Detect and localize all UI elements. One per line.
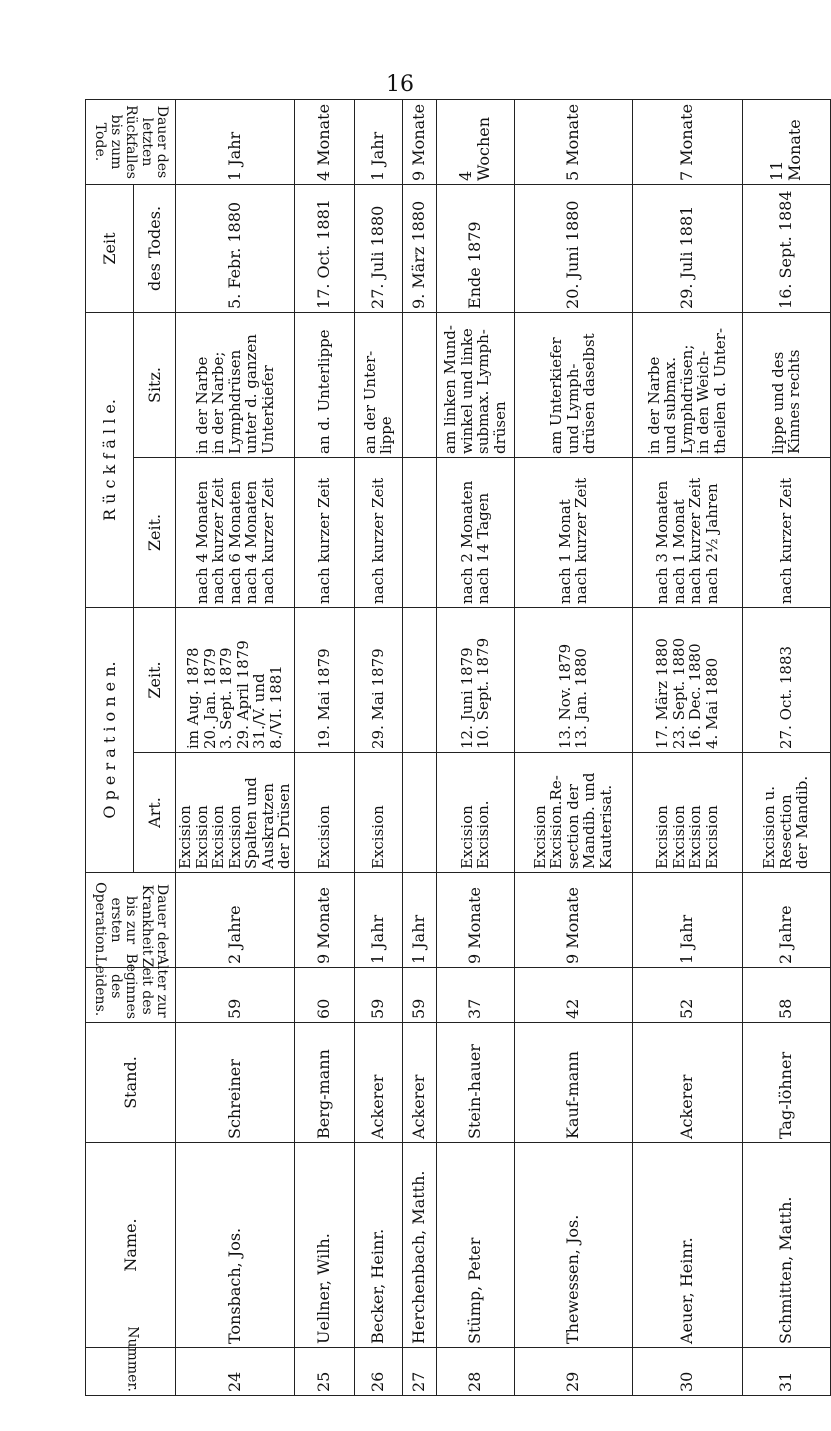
cell-rf-sitz (402, 312, 436, 457)
cell-op-zeit (742, 608, 830, 753)
cell-nr (436, 1348, 514, 1396)
op-zeit-line: 13. Jan. 1880 (572, 648, 590, 749)
cell-name (514, 1143, 632, 1348)
op-art-line: Spalten und (242, 777, 260, 869)
op-art-line: Excision (457, 805, 476, 869)
tod-value: 5. Febr. 1880 (224, 201, 244, 309)
cell-stand (176, 1023, 295, 1143)
cell-name (742, 1143, 830, 1348)
dauer-value: 9 Monate (563, 886, 583, 964)
stand-value: Ackerer (368, 1074, 388, 1139)
rf-sitz-line: in der Narbe (644, 356, 663, 454)
cell-dauer (294, 873, 354, 968)
rf-zeit-line: nach 1 Monat (555, 499, 574, 604)
cell-dauer (354, 873, 402, 968)
dauer-value: 9 Monate (314, 886, 334, 964)
header-todeszeit-2: des Todes. (134, 184, 176, 312)
cell-op-zeit (176, 608, 295, 753)
cell-rf-zeit (514, 458, 632, 608)
rf-zeit-line: nach 3 Monaten (653, 480, 671, 604)
rf-sitz-line: und Lymph- (563, 363, 582, 454)
op-art-line: der Drüsen (275, 783, 293, 869)
op-art-line: Excision (176, 805, 194, 869)
stand-value: Ackerer (409, 1074, 429, 1139)
cell-op-art (436, 753, 514, 873)
nr-value: 26 (368, 1371, 388, 1392)
cell-lebensdauer (402, 99, 436, 184)
nr-value: 31 (776, 1371, 796, 1392)
dauer-value: 2 Jahre (776, 905, 796, 964)
nr-value: 24 (224, 1371, 244, 1392)
cell-alter (354, 968, 402, 1023)
op-zeit-line: 17. März 1880 (653, 638, 671, 749)
alter-value: 59 (409, 998, 429, 1019)
cell-lebensdauer (514, 99, 632, 184)
header-stand: Stand. (86, 1023, 176, 1143)
cell-name (436, 1143, 514, 1348)
cell-rf-zeit (436, 458, 514, 608)
op-art-line: Excision (209, 805, 227, 869)
cell-stand (514, 1023, 632, 1143)
lebensdauer-value: 1 Jahr (368, 131, 388, 181)
lebensdauer-value: 5 Monate (563, 103, 583, 181)
rf-sitz-line: Lymphdrüsen (225, 349, 244, 454)
cell-rf-sitz (514, 312, 632, 457)
cell-lebensdauer (436, 99, 514, 184)
cell-dauer (176, 873, 295, 968)
cell-lebensdauer (632, 99, 742, 184)
lebensdauer-value: 4 Monate (314, 103, 334, 181)
rf-sitz-line: am Unterkiefer (547, 337, 566, 454)
alter-value: 42 (563, 998, 583, 1019)
cell-rf-sitz (742, 312, 830, 457)
rf-zeit-line: nach kurzer Zeit (572, 477, 590, 604)
name-value: Schmitten, Matth. (776, 1196, 796, 1344)
stand-value: Kauf-mann (563, 1051, 583, 1139)
table-row (354, 99, 402, 1395)
cell-rf-zeit (294, 458, 354, 608)
cell-alter (742, 968, 830, 1023)
lebensdauer-value: 7 Monate (677, 103, 697, 181)
op-art-line: Mandib. und (580, 772, 599, 869)
cell-tod (632, 184, 742, 312)
rf-sitz-line: an der Unter- (360, 350, 379, 454)
header-rf-sitz: Sitz. (134, 312, 176, 457)
nr-value: 30 (677, 1371, 697, 1392)
header-rueckfaelle: R ü c k f ä l l e. (86, 312, 134, 607)
op-zeit-line: 19. Mai 1879 (314, 648, 333, 749)
cell-alter (294, 968, 354, 1023)
cell-op-art (294, 753, 354, 873)
table-row (742, 99, 830, 1395)
cell-stand (632, 1023, 742, 1143)
op-zeit-line: 29. April 1879 (233, 640, 252, 749)
rf-sitz-line: und submax. (661, 356, 680, 454)
op-art-line: section der (563, 784, 582, 869)
rf-zeit-line: nach 6 Monaten (225, 480, 244, 604)
table-row (436, 99, 514, 1395)
rf-sitz-line: unter d. ganzen (242, 334, 260, 454)
name-value: Becker, Heinr. (368, 1228, 388, 1344)
cell-rf-sitz (354, 312, 402, 457)
op-art-line: Excision (530, 805, 549, 869)
cell-op-art (176, 753, 295, 873)
cell-alter (176, 968, 295, 1023)
nr-value: 27 (409, 1371, 429, 1392)
cell-rf-zeit (354, 458, 402, 608)
cell-alter (402, 968, 436, 1023)
cell-rf-zeit (632, 458, 742, 608)
cell-op-zeit (632, 608, 742, 753)
op-zeit-line: 3. Sept. 1879 (217, 647, 236, 749)
cell-stand (354, 1023, 402, 1143)
cell-op-art (402, 753, 436, 873)
table-row (294, 99, 354, 1395)
cell-nr (402, 1348, 436, 1396)
rf-zeit-line: nach kurzer Zeit (314, 477, 333, 604)
op-zeit-line: 27. Oct. 1883 (776, 645, 795, 749)
tod-value: 27. Juli 1880 (368, 205, 388, 309)
op-art-line: Auskratzen (258, 783, 277, 869)
lebensdauer-value: 4 Wochen (456, 116, 493, 181)
case-table (85, 99, 831, 1396)
page-number: 16 (386, 72, 414, 97)
rf-zeit-line: nach kurzer Zeit (209, 477, 227, 604)
cell-tod (436, 184, 514, 312)
cell-dauer (436, 873, 514, 968)
cell-tod (742, 184, 830, 312)
rf-sitz-line: am linken Mund- (441, 325, 459, 454)
cell-nr (742, 1348, 830, 1396)
nr-value: 29 (563, 1371, 583, 1392)
nr-value: 28 (465, 1371, 485, 1392)
cell-rf-sitz (632, 312, 742, 457)
header-alter: Alter zur Zeit des Beginnes des Leidens. (86, 968, 176, 1023)
op-art-line: Excision (314, 805, 333, 869)
cell-alter (514, 968, 632, 1023)
cell-rf-zeit (402, 458, 436, 608)
header-lebensdauer: Dauer des letzten Rückfalles bis zum Tode. (86, 99, 176, 184)
cell-nr (354, 1348, 402, 1396)
header-operationen: O p e r a t i o n e n. (86, 608, 134, 873)
table-row (402, 99, 436, 1395)
cell-dauer (402, 873, 436, 968)
cell-op-zeit (354, 608, 402, 753)
rf-sitz-line: an d. Unterlippe (314, 329, 333, 454)
cell-rf-zeit (176, 458, 295, 608)
cell-nr (176, 1348, 295, 1396)
dauer-value: 2 Jahre (224, 905, 244, 964)
cell-rf-sitz (436, 312, 514, 457)
rf-zeit-line: nach kurzer Zeit (258, 477, 277, 604)
rf-sitz-line: drüsen (490, 401, 509, 454)
alter-value: 59 (224, 998, 244, 1019)
header-name: Name. (86, 1143, 176, 1348)
stand-value: Berg-mann (314, 1049, 334, 1139)
cell-op-zeit (402, 608, 436, 753)
lebensdauer-value: 1 Jahr (224, 131, 244, 181)
header-dauer: Dauer der Krankheit bis zur ersten Operation. (86, 873, 176, 968)
rotated-table-wrapper (85, 100, 812, 1396)
nr-value: 25 (314, 1371, 334, 1392)
table-row (176, 99, 295, 1395)
op-zeit-line: 13. Nov. 1879 (555, 643, 574, 749)
cell-dauer (742, 873, 830, 968)
alter-value: 58 (776, 998, 796, 1019)
cell-op-zeit (514, 608, 632, 753)
table-row (514, 99, 632, 1395)
op-zeit-line: 8./VI. 1881 (266, 665, 285, 749)
cell-name (632, 1143, 742, 1348)
cell-name (354, 1143, 402, 1348)
tod-value: 20. Juni 1880 (563, 200, 583, 309)
op-art-line: Resection (776, 794, 795, 869)
dauer-value: 1 Jahr (409, 914, 429, 964)
cell-nr (514, 1348, 632, 1396)
cell-stand (436, 1023, 514, 1143)
cell-lebensdauer (354, 99, 402, 184)
op-art-line: Kauterisat. (596, 784, 615, 869)
rf-zeit-line: nach 4 Monaten (192, 480, 211, 604)
op-art-line: der Mandib. (793, 775, 812, 869)
header-op-art: Art. (134, 753, 176, 873)
rf-zeit-line: nach kurzer Zeit (686, 477, 704, 604)
cell-nr (632, 1348, 742, 1396)
rf-zeit-line: nach kurzer Zeit (776, 477, 795, 604)
cell-op-zeit (294, 608, 354, 753)
cell-tod (402, 184, 436, 312)
op-art-line: Excision (686, 805, 704, 869)
op-zeit-line: 12. Juni 1879 (457, 647, 476, 749)
op-art-line: Excision.Re- (547, 775, 566, 869)
cell-name (294, 1143, 354, 1348)
rf-sitz-line: Unterkiefer (258, 365, 277, 454)
rf-sitz-line: drüsen daselbst (580, 333, 599, 454)
header-todeszeit: Zeit (86, 184, 134, 312)
cell-rf-sitz (294, 312, 354, 457)
dauer-value: 9 Monate (465, 886, 485, 964)
cell-stand (402, 1023, 436, 1143)
tod-value: Ende 1879 (465, 221, 485, 309)
cell-dauer (632, 873, 742, 968)
op-art-line: Excision u. (760, 786, 779, 869)
op-zeit-line: 23. Sept. 1880 (669, 637, 688, 749)
rf-sitz-line: lippe (377, 416, 395, 454)
stand-value: Stein-hauer (465, 1044, 485, 1139)
rf-zeit-line: nach 2½ Jahren (702, 483, 721, 604)
name-value: Herchenbach, Matth. (409, 1170, 429, 1344)
alter-value: 37 (465, 998, 485, 1019)
rf-sitz-line: Kinnes rechts (785, 349, 803, 454)
cell-lebensdauer (294, 99, 354, 184)
name-value: Tonsbach, Jos. (224, 1227, 244, 1344)
op-art-line: Excision (192, 805, 211, 869)
alter-value: 52 (677, 998, 697, 1019)
rf-sitz-line: submax. Lymph- (474, 329, 492, 454)
cell-op-zeit (436, 608, 514, 753)
header-nummer: Nummer. (86, 1348, 176, 1396)
op-art-line: Excision (669, 805, 688, 869)
cell-stand (742, 1023, 830, 1143)
name-value: Stümp, Peter (465, 1237, 485, 1344)
cell-alter (436, 968, 514, 1023)
cell-name (176, 1143, 295, 1348)
cell-op-art (632, 753, 742, 873)
header-op-zeit: Zeit. (134, 608, 176, 753)
stand-value: Schreiner (224, 1059, 244, 1139)
cell-tod (294, 184, 354, 312)
cell-tod (354, 184, 402, 312)
rf-sitz-line: Lymphdrüsen; (677, 344, 696, 454)
cell-tod (514, 184, 632, 312)
tod-value: 29. Juli 1881 (677, 205, 697, 309)
table-row (632, 99, 742, 1395)
alter-value: 60 (314, 998, 334, 1019)
op-art-line: Excision (702, 805, 721, 869)
rf-sitz-line: winkel und linke (457, 328, 476, 454)
lebensdauer-value: 9 Monate (409, 103, 429, 181)
rf-sitz-line: in den Weich- (694, 350, 713, 454)
op-zeit-line: 20. Jan. 1879 (200, 648, 219, 749)
rf-sitz-line: in der Narbe; (209, 351, 227, 454)
op-zeit-line: 29. Mai 1879 (368, 648, 387, 749)
tod-value: 9. März 1880 (409, 200, 429, 309)
stand-value: Tag-löhner (776, 1051, 796, 1139)
op-zeit-line: 4. Mai 1880 (702, 657, 721, 749)
cell-op-art (354, 753, 402, 873)
dauer-value: 1 Jahr (677, 914, 697, 964)
op-zeit-line: im Aug. 1878 (184, 647, 203, 749)
cell-rf-zeit (742, 458, 830, 608)
op-art-line: Excision (368, 805, 387, 869)
cell-op-art (742, 753, 830, 873)
cell-nr (294, 1348, 354, 1396)
rf-zeit-line: nach 14 Tagen (474, 492, 492, 604)
tod-value: 16. Sept. 1884 (776, 190, 796, 309)
cell-lebensdauer (742, 99, 830, 184)
cell-dauer (514, 873, 632, 968)
op-art-line: Excision. (474, 800, 492, 869)
stand-value: Ackerer (677, 1074, 697, 1139)
op-art-line: Excision (225, 805, 244, 869)
tod-value: 17. Oct. 1881 (314, 199, 334, 309)
cell-op-art (514, 753, 632, 873)
op-zeit-line: 10. Sept. 1879 (474, 637, 492, 749)
cell-lebensdauer (176, 99, 295, 184)
alter-value: 59 (368, 998, 388, 1019)
rf-zeit-line: nach 1 Monat (669, 499, 688, 604)
name-value: Aeuer, Heinr. (677, 1237, 697, 1344)
name-value: Thewessen, Jos. (563, 1214, 583, 1344)
rf-sitz-line: in der Narbe (192, 356, 211, 454)
cell-rf-sitz (176, 312, 295, 457)
rf-sitz-line: theilen d. Unter- (710, 327, 729, 454)
dauer-value: 1 Jahr (368, 914, 388, 964)
op-zeit-line: 16. Dec. 1880 (686, 643, 704, 749)
rf-zeit-line: nach 2 Monaten (457, 480, 476, 604)
rf-zeit-line: nach 4 Monaten (242, 480, 260, 604)
op-zeit-line: 31./V. und (250, 673, 269, 749)
name-value: Uellner, Wilh. (314, 1233, 334, 1344)
cell-stand (294, 1023, 354, 1143)
rf-zeit-line: nach kurzer Zeit (368, 477, 387, 604)
op-art-line: Excision (653, 805, 671, 869)
table-body (176, 99, 831, 1395)
rf-sitz-line: lippe und des (768, 351, 787, 454)
cell-tod (176, 184, 295, 312)
cell-name (402, 1143, 436, 1348)
cell-alter (632, 968, 742, 1023)
lebensdauer-value: 11 Monate (767, 119, 804, 181)
header-rf-zeit: Zeit. (134, 458, 176, 608)
